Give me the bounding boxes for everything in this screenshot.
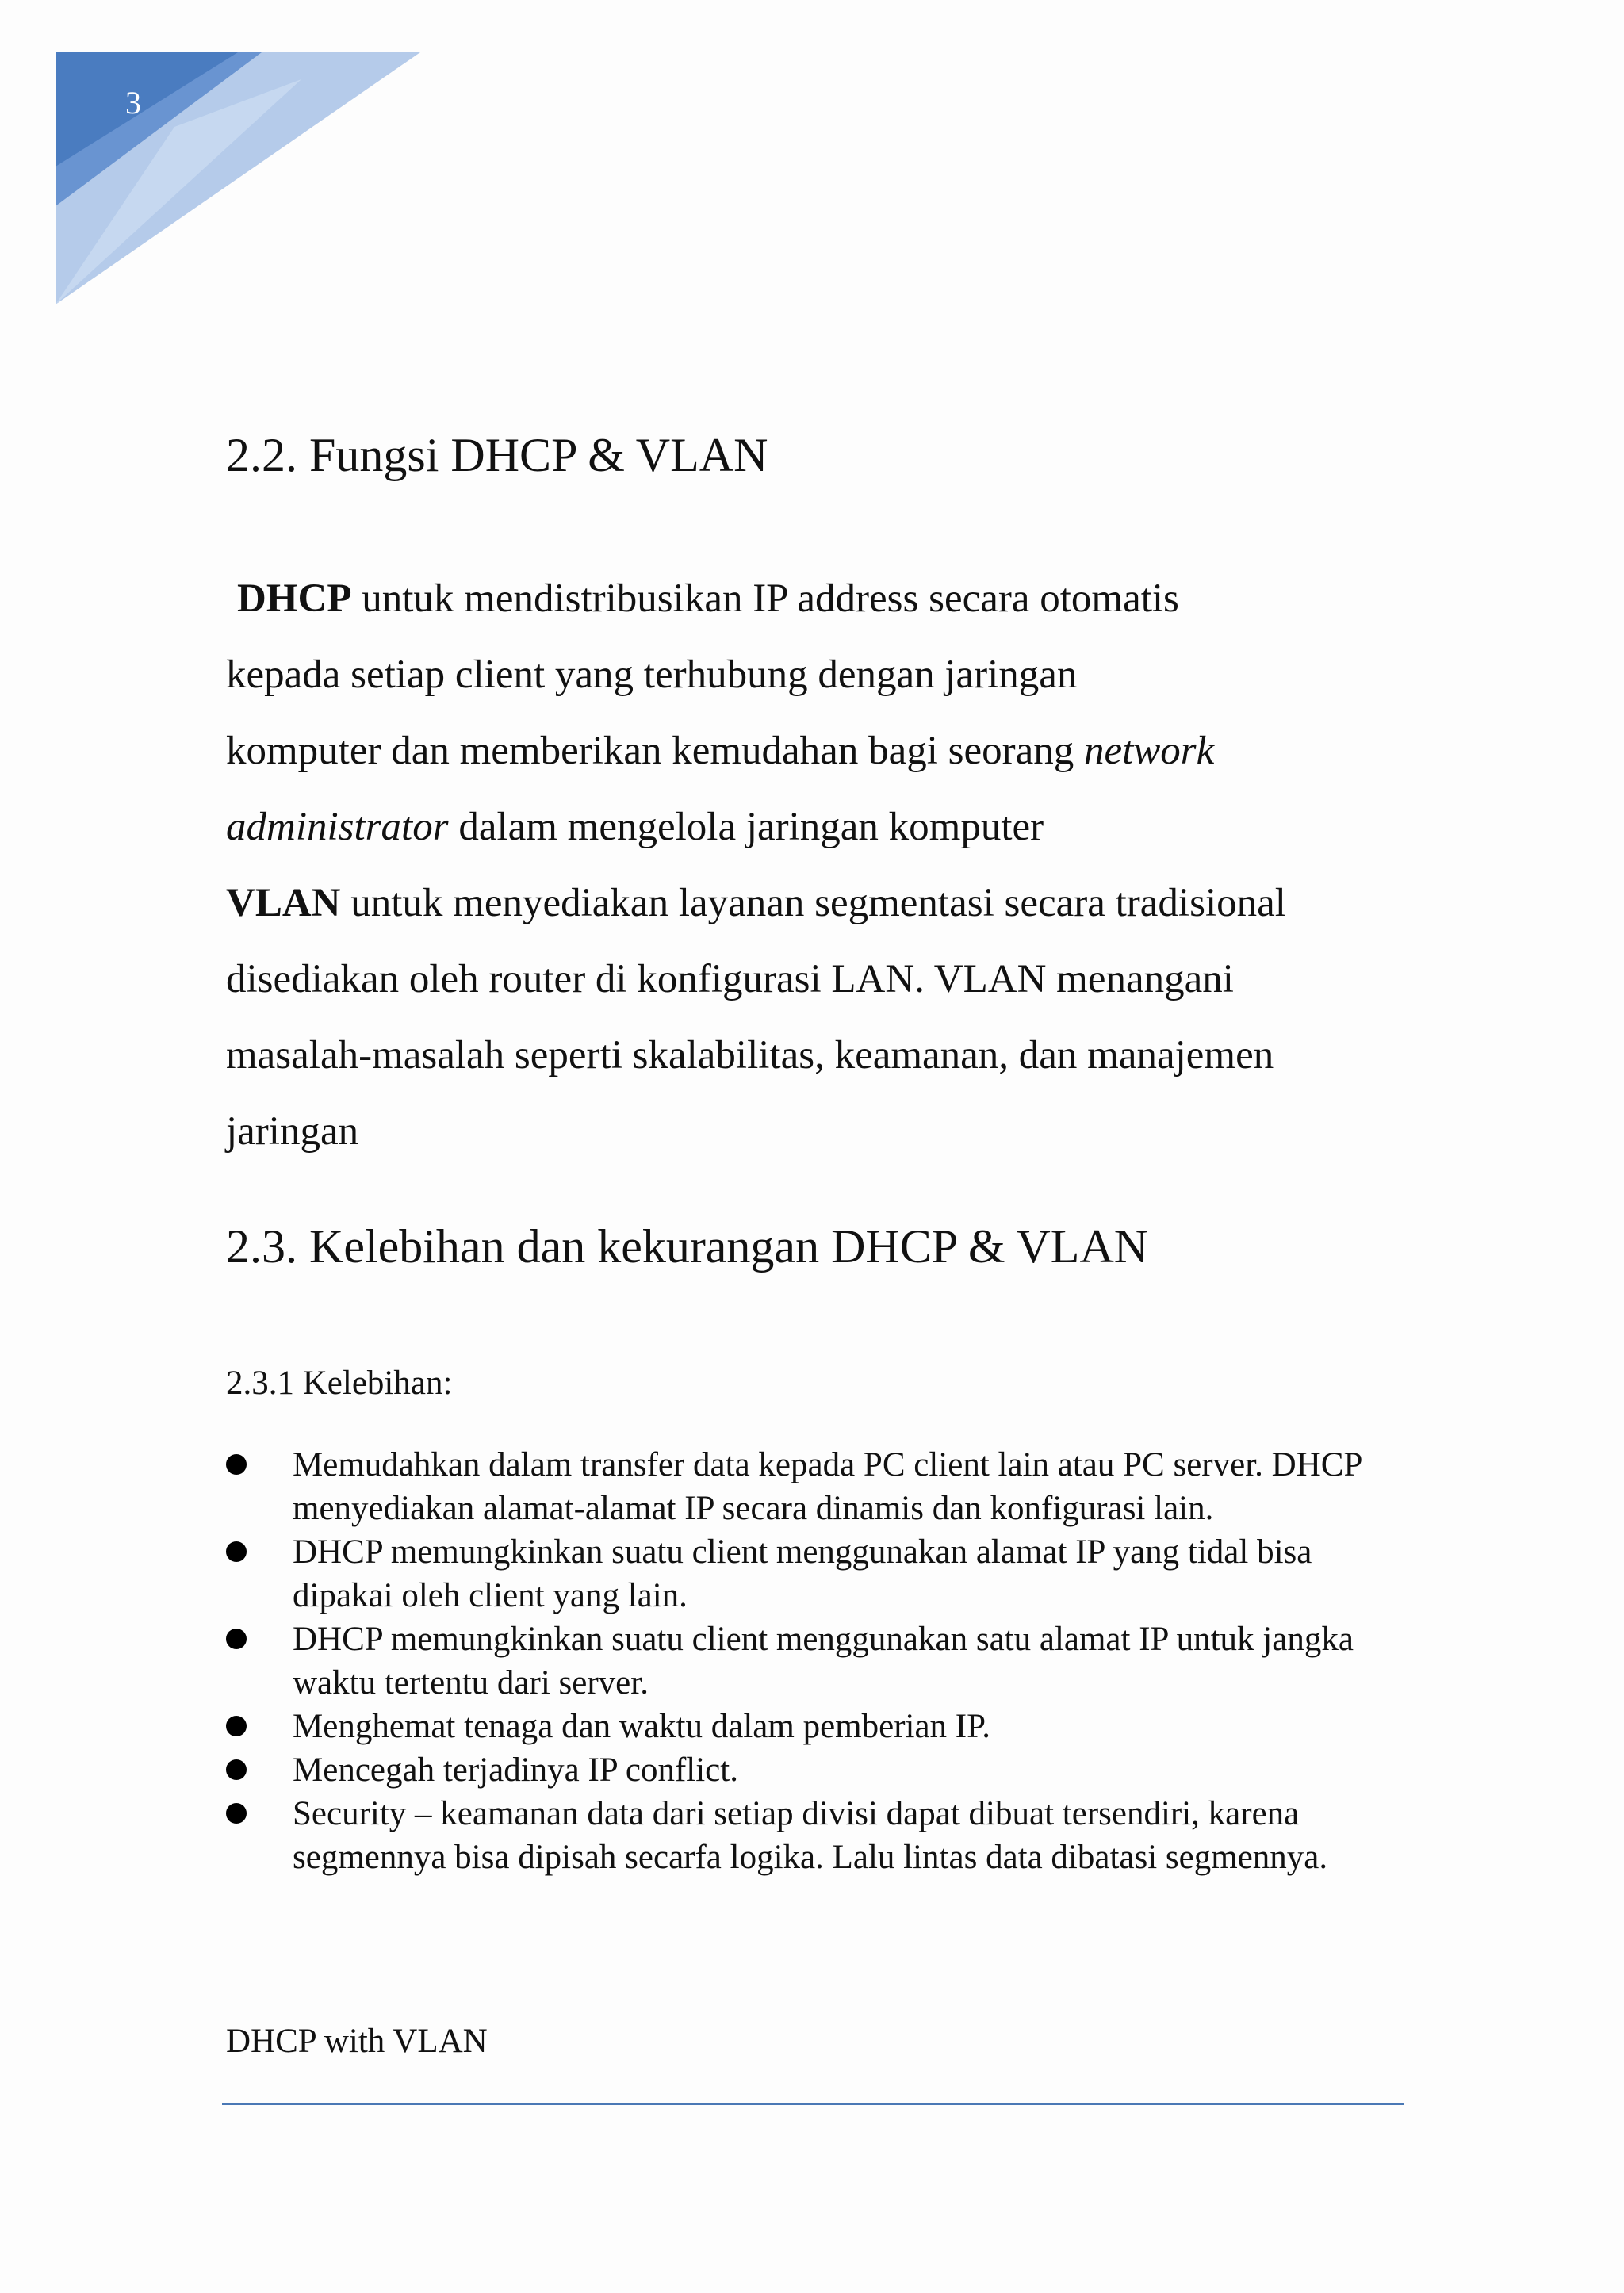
line-2-text: kepada setiap client yang terhubung dengan jaringan — [226, 653, 1078, 697]
paragraph-line-7 — [226, 1035, 1274, 1076]
page-number: 3 — [125, 85, 141, 121]
term-network: network — [1083, 729, 1215, 773]
paragraph-line-1 — [237, 576, 1179, 621]
bullet-icon — [226, 1541, 247, 1562]
corner-decoration — [0, 0, 444, 317]
list-item-text: Mencegah terjadinya IP conflict. — [293, 1751, 738, 1789]
line-4-text: dalam mengelola jaringan komputer — [448, 805, 1044, 849]
footer-title: DHCP with VLAN — [226, 2023, 488, 2060]
paragraph-line-4 — [226, 807, 1044, 848]
list-item — [226, 1748, 1395, 1792]
section-heading-2-2: 2.2. Fungsi DHCP & VLAN — [226, 429, 768, 481]
bullet-icon — [226, 1803, 247, 1824]
line-6-text: disediakan oleh router di konfigurasi LAN. VLAN menangani — [226, 957, 1234, 1001]
list-item — [226, 1705, 1395, 1748]
list-item-text: DHCP memungkinkan suatu client menggunakan satu alamat IP untuk jangka waktu tertentu dari server. — [293, 1621, 1354, 1702]
list-item-text: Menghemat tenaga dan waktu dalam pemberian IP. — [293, 1708, 991, 1745]
list-item — [226, 1617, 1395, 1705]
term-administrator: administrator — [226, 805, 449, 849]
paragraph-line-5 — [226, 883, 1286, 924]
bullet-icon — [226, 1629, 247, 1649]
section-heading-2-3: 2.3. Kelebihan dan kekurangan DHCP & VLAN — [226, 1220, 1149, 1273]
paragraph-line-3 — [226, 731, 1214, 771]
list-item-text: DHCP memungkinkan suatu client menggunakan alamat IP yang tidal bisa dipakai oleh client yang lain. — [293, 1533, 1312, 1614]
advantages-list — [226, 1443, 1400, 1879]
paragraph-line-2 — [226, 655, 1077, 695]
list-item — [226, 1530, 1395, 1617]
subsection-heading-kelebihan: 2.3.1 Kelebihan: — [226, 1365, 453, 1402]
line-3-text: komputer dan memberikan kemudahan bagi seorang — [226, 729, 1084, 773]
line-7-text: masalah-masalah seperti skalabilitas, keamanan, dan manajemen — [226, 1033, 1274, 1078]
bullet-icon — [226, 1716, 247, 1736]
line-1-text: untuk mendistribusikan IP address secara otomatis — [351, 576, 1179, 621]
line-5-text: untuk menyediakan layanan segmentasi secara tradisional — [340, 881, 1286, 925]
list-item — [226, 1792, 1395, 1879]
list-item-text: Memudahkan dalam transfer data kepada PC client lain atau PC server. DHCP menyediakan alamat-alamat IP secara dinamis dan konfigurasi lain. — [293, 1446, 1362, 1527]
line-8-text: jaringan — [226, 1109, 359, 1154]
bullet-icon — [226, 1759, 247, 1780]
term-dhcp: DHCP — [237, 576, 352, 621]
paragraph-line-6 — [226, 959, 1234, 1000]
paragraph-line-8 — [226, 1109, 359, 1154]
list-item-text: Security – keamanan data dari setiap divisi dapat dibuat tersendiri, karena segmennya bisa dipisah secarfa logika. Lalu lintas data dibatasi segmennya. — [293, 1795, 1328, 1876]
footer-divider — [222, 2103, 1404, 2105]
list-item — [226, 1443, 1395, 1530]
term-vlan: VLAN — [226, 881, 341, 925]
bullet-icon — [226, 1454, 247, 1475]
